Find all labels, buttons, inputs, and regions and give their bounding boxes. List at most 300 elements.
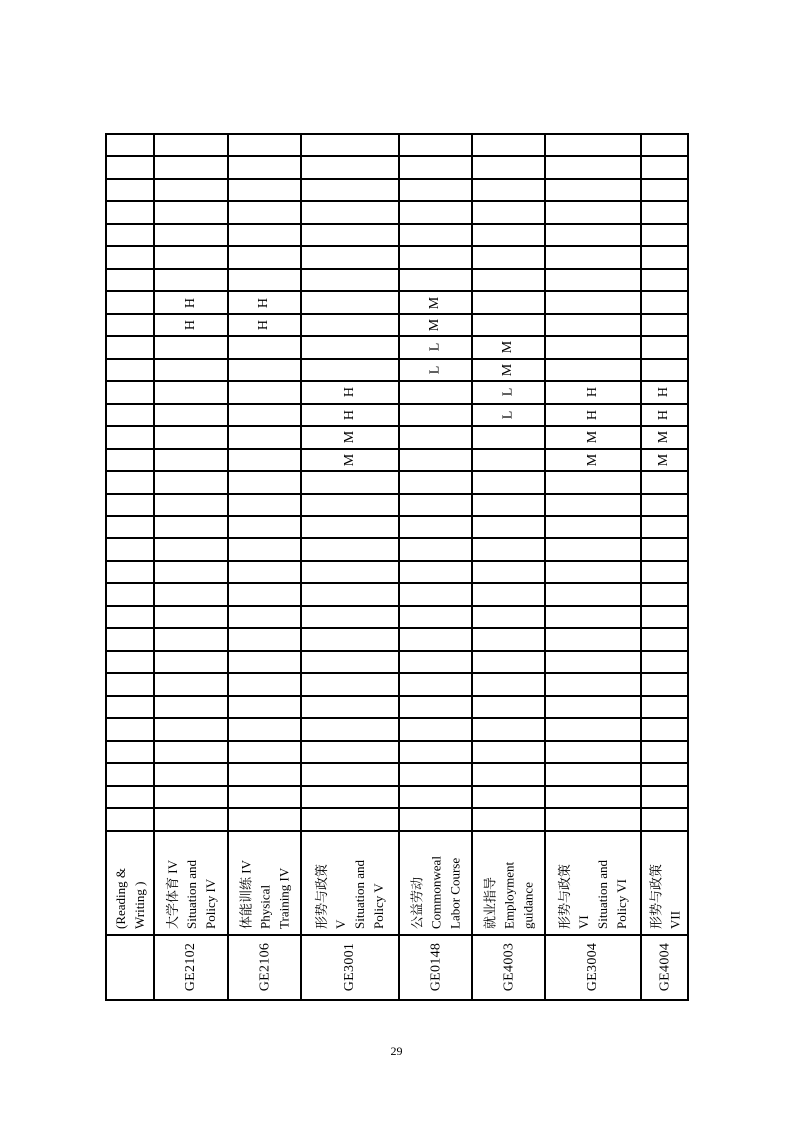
indicator-cell	[642, 427, 687, 447]
indicator-cell	[473, 180, 544, 200]
indicator-cell	[107, 809, 153, 829]
indicator-cell	[546, 787, 640, 807]
indicator-cell	[400, 202, 471, 222]
course-name-line: guidance	[520, 881, 535, 929]
indicator-cell	[546, 764, 640, 784]
indicator-cell	[400, 292, 471, 312]
indicator-cell	[229, 787, 300, 807]
mark-value: M	[341, 431, 357, 444]
indicator-cell	[400, 427, 471, 447]
indicator-cell	[229, 405, 300, 425]
indicator-cell	[302, 584, 398, 604]
indicator-cell	[400, 809, 471, 829]
indicator-cell	[155, 809, 227, 829]
indicator-cell	[642, 225, 687, 245]
indicator-cell	[473, 382, 544, 402]
indicator-cell	[302, 270, 398, 290]
indicator-cell	[302, 427, 398, 447]
indicator-cell	[400, 247, 471, 267]
indicator-cell	[473, 292, 544, 312]
indicator-cell	[546, 292, 640, 312]
indicator-cell	[107, 652, 153, 672]
course-code-box	[155, 938, 227, 997]
mark-value: M	[341, 453, 357, 467]
course-name-text	[107, 835, 153, 931]
mark-value: M	[500, 341, 516, 354]
course-name-line: Policy V	[371, 882, 386, 929]
indicator-cell	[642, 809, 687, 829]
indicator-cell	[155, 180, 227, 200]
indicator-cell	[400, 315, 471, 335]
indicator-cell	[229, 247, 300, 267]
course-name-cell	[107, 832, 153, 934]
mark-value: L	[427, 343, 443, 352]
mark-value: M	[584, 431, 600, 444]
indicator-cell	[155, 292, 227, 312]
course-name-line: Commonweal	[428, 855, 443, 929]
indicator-cell	[302, 382, 398, 402]
indicator-cell	[107, 180, 153, 200]
indicator-cell	[229, 270, 300, 290]
indicator-cell	[642, 315, 687, 335]
course-name-line: 形势与政策	[647, 863, 663, 929]
indicator-cell	[473, 270, 544, 290]
indicator-cell	[400, 382, 471, 402]
indicator-cell	[302, 764, 398, 784]
indicator-cell	[546, 315, 640, 335]
indicator-cell	[302, 157, 398, 177]
mark-value: H	[342, 387, 357, 398]
course-code: GE4003	[500, 942, 516, 992]
indicator-cell	[546, 337, 640, 357]
indicator-cell	[107, 629, 153, 649]
indicator-cell	[400, 360, 471, 380]
indicator-cell	[642, 292, 687, 312]
indicator-cell	[107, 562, 153, 582]
indicator-cell	[302, 517, 398, 537]
indicator-cell	[473, 697, 544, 717]
course-code-box	[302, 938, 398, 997]
indicator-cell	[546, 584, 640, 604]
indicator-cell	[546, 607, 640, 627]
indicator-cell	[642, 270, 687, 290]
indicator-cell	[107, 697, 153, 717]
course-name-cell	[473, 832, 544, 934]
course-name-text	[642, 835, 687, 931]
indicator-cell	[155, 495, 227, 515]
course-code-cell	[229, 936, 300, 999]
course-code-cell	[107, 936, 153, 999]
mark-value: H	[656, 387, 672, 398]
indicator-cell	[155, 337, 227, 357]
course-name-line: Policy IV	[202, 878, 218, 929]
indicator-cell	[400, 180, 471, 200]
course-code-box	[107, 938, 153, 997]
indicator-cell	[302, 360, 398, 380]
indicator-cell	[107, 742, 153, 762]
indicator-cell	[155, 517, 227, 537]
indicator-cell	[155, 674, 227, 694]
course-name-line: 大学体育 IV	[164, 859, 180, 929]
course-code-cell	[642, 936, 687, 999]
indicator-cell	[473, 652, 544, 672]
indicator-cell	[473, 472, 544, 492]
indicator-cell	[229, 539, 300, 559]
indicator-cell	[546, 697, 640, 717]
indicator-cell	[546, 450, 640, 470]
indicator-cell	[473, 562, 544, 582]
indicator-cell	[400, 584, 471, 604]
indicator-cell	[302, 405, 398, 425]
indicator-cell	[107, 495, 153, 515]
indicator-cell	[155, 247, 227, 267]
indicator-cell	[546, 157, 640, 177]
indicator-cell	[473, 360, 544, 380]
indicator-cell	[107, 539, 153, 559]
indicator-cell	[155, 584, 227, 604]
indicator-cell	[473, 450, 544, 470]
mark-value: H	[342, 409, 357, 420]
indicator-cell	[473, 742, 544, 762]
course-name-line: Situation and	[595, 859, 610, 929]
indicator-cell	[155, 225, 227, 245]
indicator-cell	[400, 135, 471, 155]
indicator-cell	[400, 450, 471, 470]
indicator-cell	[107, 584, 153, 604]
indicator-cell	[229, 450, 300, 470]
indicator-cell	[229, 674, 300, 694]
course-code-box	[473, 938, 544, 997]
indicator-cell	[229, 202, 300, 222]
indicator-cell	[642, 157, 687, 177]
indicator-cell	[473, 247, 544, 267]
indicator-cell	[400, 652, 471, 672]
course-name-line: 公益劳动	[409, 876, 424, 929]
curriculum-table	[105, 133, 689, 1001]
mark-value: H	[256, 297, 272, 308]
mark-value: L	[500, 410, 516, 420]
indicator-cell	[546, 382, 640, 402]
indicator-cell	[400, 539, 471, 559]
indicator-cell	[473, 517, 544, 537]
indicator-cell	[642, 607, 687, 627]
indicator-cell	[546, 719, 640, 739]
course-name-cell	[302, 832, 398, 934]
indicator-cell	[107, 292, 153, 312]
indicator-cell	[229, 697, 300, 717]
indicator-cell	[107, 427, 153, 447]
mark-value: M	[584, 453, 600, 467]
indicator-cell	[642, 674, 687, 694]
course-name-line: 体能训练 IV	[238, 859, 253, 929]
indicator-cell	[302, 472, 398, 492]
indicator-cell	[546, 247, 640, 267]
indicator-cell	[400, 270, 471, 290]
indicator-cell	[546, 225, 640, 245]
indicator-cell	[229, 742, 300, 762]
mark-value: L	[427, 365, 443, 375]
course-code: GE3001	[342, 942, 357, 992]
indicator-cell	[546, 517, 640, 537]
indicator-cell	[642, 247, 687, 267]
indicator-cell	[473, 787, 544, 807]
mark-value: H	[256, 319, 272, 331]
indicator-cell	[546, 135, 640, 155]
indicator-cell	[642, 629, 687, 649]
indicator-cell	[546, 495, 640, 515]
indicator-cell	[107, 607, 153, 627]
indicator-cell	[400, 405, 471, 425]
indicator-cell	[229, 315, 300, 335]
indicator-cell	[473, 202, 544, 222]
course-name-cell	[642, 832, 687, 934]
course-name-line: 就业指导	[482, 876, 497, 929]
course-code: GE3004	[585, 942, 600, 992]
indicator-cell	[302, 652, 398, 672]
indicator-cell	[229, 562, 300, 582]
indicator-cell	[546, 629, 640, 649]
mark-value: H	[656, 409, 672, 420]
indicator-cell	[155, 382, 227, 402]
indicator-cell	[107, 202, 153, 222]
course-name-text	[546, 835, 640, 931]
indicator-cell	[302, 787, 398, 807]
indicator-cell	[642, 495, 687, 515]
course-name-line: Physical	[257, 884, 272, 929]
indicator-cell	[155, 697, 227, 717]
course-name-line: 形势与政策	[314, 863, 329, 929]
course-code: GE2102	[183, 942, 198, 992]
indicator-cell	[400, 629, 471, 649]
course-code: GE0148	[427, 942, 443, 992]
course-name-text	[229, 835, 300, 931]
course-code-box	[400, 938, 471, 997]
indicator-cell	[107, 764, 153, 784]
indicator-cell	[155, 562, 227, 582]
indicator-cell	[546, 674, 640, 694]
indicator-cell	[546, 472, 640, 492]
indicator-cell	[400, 697, 471, 717]
indicator-cell	[229, 360, 300, 380]
indicator-cell	[229, 225, 300, 245]
indicator-cell	[302, 225, 398, 245]
indicator-cell	[473, 495, 544, 515]
indicator-cell	[473, 427, 544, 447]
indicator-cell	[107, 405, 153, 425]
indicator-cell	[400, 787, 471, 807]
indicator-cell	[400, 337, 471, 357]
indicator-cell	[642, 584, 687, 604]
course-name-line: Employment	[501, 861, 516, 929]
indicator-cell	[546, 180, 640, 200]
indicator-cell	[473, 607, 544, 627]
indicator-cell	[229, 719, 300, 739]
indicator-cell	[642, 652, 687, 672]
indicator-cell	[107, 517, 153, 537]
indicator-cell	[107, 719, 153, 739]
indicator-cell	[302, 674, 398, 694]
indicator-cell	[302, 495, 398, 515]
course-code-cell	[546, 936, 640, 999]
course-name-line: Situation and	[183, 859, 199, 929]
indicator-cell	[229, 382, 300, 402]
mark-value: L	[500, 388, 516, 397]
rotated-table-region	[105, 133, 689, 1001]
indicator-cell	[107, 382, 153, 402]
indicator-cell	[302, 607, 398, 627]
indicator-cell	[229, 517, 300, 537]
mark-value: M	[656, 431, 672, 444]
indicator-cell	[642, 562, 687, 582]
indicator-cell	[400, 472, 471, 492]
course-code: GE2106	[256, 942, 272, 992]
course-name-cell	[155, 832, 227, 934]
course-code-cell	[473, 936, 544, 999]
indicator-cell	[107, 135, 153, 155]
indicator-cell	[546, 427, 640, 447]
indicator-cell	[546, 652, 640, 672]
mark-value: M	[500, 363, 516, 377]
course-name-line: (Reading &	[113, 867, 128, 929]
course-name-line: VI	[576, 914, 591, 929]
indicator-cell	[642, 517, 687, 537]
indicator-cell	[642, 787, 687, 807]
indicator-cell	[642, 697, 687, 717]
course-name-line: V	[333, 919, 348, 929]
indicator-cell	[155, 472, 227, 492]
indicator-cell	[107, 787, 153, 807]
indicator-cell	[400, 674, 471, 694]
indicator-cell	[107, 225, 153, 245]
indicator-cell	[155, 157, 227, 177]
indicator-cell	[642, 539, 687, 559]
indicator-cell	[229, 629, 300, 649]
indicator-cell	[400, 157, 471, 177]
indicator-cell	[155, 539, 227, 559]
indicator-cell	[155, 360, 227, 380]
indicator-cell	[400, 225, 471, 245]
indicator-cell	[302, 337, 398, 357]
indicator-cell	[642, 135, 687, 155]
indicator-cell	[107, 157, 153, 177]
indicator-cell	[302, 450, 398, 470]
course-name-line: Labor Course	[447, 857, 462, 929]
indicator-cell	[107, 450, 153, 470]
indicator-cell	[107, 674, 153, 694]
indicator-cell	[302, 562, 398, 582]
mark-value: H	[183, 319, 198, 331]
indicator-cell	[473, 157, 544, 177]
indicator-cell	[302, 719, 398, 739]
indicator-cell	[473, 225, 544, 245]
course-code-box	[546, 938, 640, 997]
course-name-cell	[400, 832, 471, 934]
indicator-cell	[155, 202, 227, 222]
indicator-cell	[107, 247, 153, 267]
indicator-cell	[473, 539, 544, 559]
indicator-cell	[400, 495, 471, 515]
mark-value: H	[183, 297, 198, 308]
indicator-cell	[229, 495, 300, 515]
indicator-cell	[229, 337, 300, 357]
indicator-cell	[302, 742, 398, 762]
indicator-cell	[155, 427, 227, 447]
indicator-cell	[229, 180, 300, 200]
indicator-cell	[302, 315, 398, 335]
course-name-text	[473, 835, 544, 931]
indicator-cell	[546, 742, 640, 762]
course-name-cell	[229, 832, 300, 934]
indicator-cell	[400, 742, 471, 762]
indicator-cell	[473, 629, 544, 649]
indicator-cell	[155, 719, 227, 739]
mark-value: M	[656, 453, 672, 467]
indicator-cell	[642, 719, 687, 739]
indicator-cell	[546, 202, 640, 222]
indicator-cell	[473, 584, 544, 604]
course-code-box	[229, 938, 300, 997]
indicator-cell	[473, 764, 544, 784]
indicator-cell	[155, 787, 227, 807]
course-name-line: Writing )	[132, 881, 147, 929]
indicator-cell	[155, 742, 227, 762]
indicator-cell	[302, 202, 398, 222]
indicator-cell	[473, 719, 544, 739]
indicator-cell	[229, 472, 300, 492]
course-name-text	[302, 835, 398, 931]
indicator-cell	[107, 270, 153, 290]
indicator-cell	[229, 652, 300, 672]
indicator-cell	[229, 292, 300, 312]
mark-value: H	[585, 387, 600, 398]
indicator-cell	[473, 337, 544, 357]
indicator-cell	[473, 135, 544, 155]
indicator-cell	[155, 405, 227, 425]
indicator-cell	[400, 562, 471, 582]
indicator-cell	[302, 180, 398, 200]
indicator-cell	[546, 562, 640, 582]
indicator-cell	[155, 629, 227, 649]
indicator-cell	[546, 405, 640, 425]
indicator-cell	[642, 180, 687, 200]
indicator-cell	[107, 360, 153, 380]
indicator-cell	[400, 764, 471, 784]
indicator-cell	[642, 360, 687, 380]
indicator-cell	[155, 315, 227, 335]
course-code-cell	[155, 936, 227, 999]
indicator-cell	[155, 450, 227, 470]
course-name-line: Training IV	[276, 867, 291, 929]
indicator-cell	[400, 607, 471, 627]
course-name-cell	[546, 832, 640, 934]
indicator-cell	[642, 337, 687, 357]
indicator-cell	[229, 809, 300, 829]
indicator-cell	[229, 584, 300, 604]
indicator-cell	[155, 135, 227, 155]
indicator-cell	[546, 809, 640, 829]
indicator-cell	[302, 629, 398, 649]
indicator-cell	[302, 135, 398, 155]
indicator-cell	[546, 360, 640, 380]
page-number: 29	[390, 1044, 403, 1058]
indicator-cell	[302, 247, 398, 267]
indicator-cell	[473, 405, 544, 425]
indicator-cell	[400, 719, 471, 739]
indicator-cell	[155, 764, 227, 784]
indicator-cell	[302, 539, 398, 559]
indicator-cell	[473, 315, 544, 335]
course-name-line: Policy VI	[614, 878, 629, 929]
